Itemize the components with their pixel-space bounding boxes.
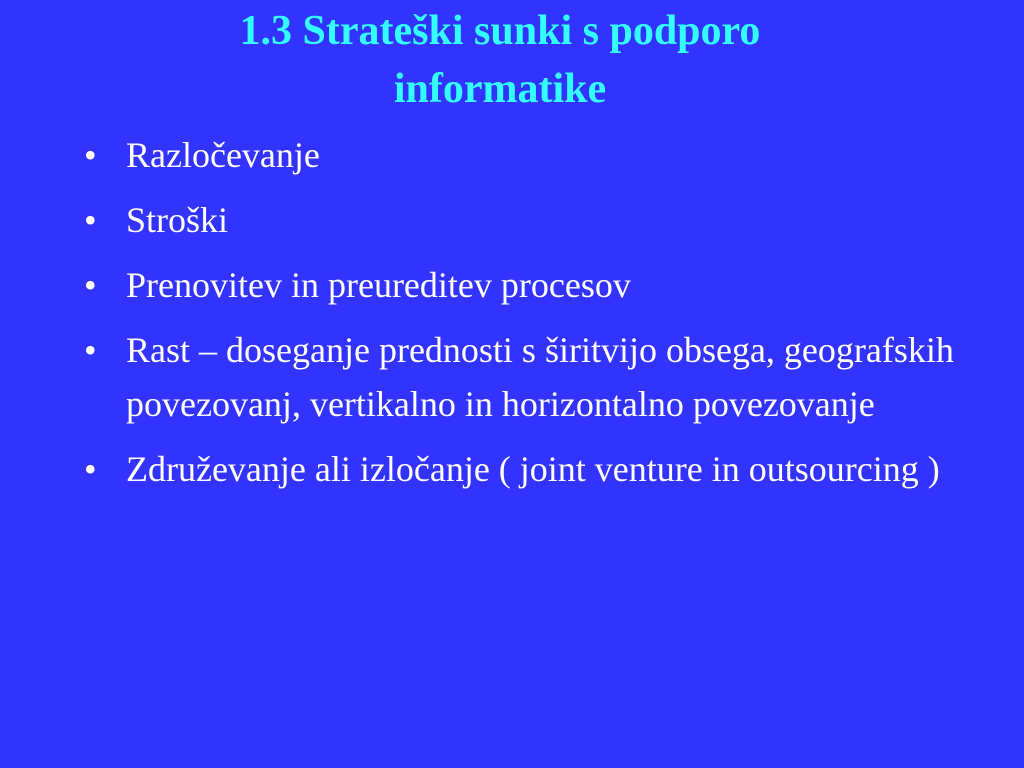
bullet-dot-icon: • xyxy=(84,135,97,175)
bullet-dot-icon: • xyxy=(84,330,97,370)
bullet-list xyxy=(84,128,984,507)
bullet-dot-icon: • xyxy=(84,265,97,305)
bullet-text: Rast – doseganje prednosti s širitvijo obsega, geografskih povezovanj, vertikalno in horizontalno povezovanje xyxy=(126,330,954,424)
bullet-item-prenovitev xyxy=(84,258,984,312)
bullet-dot-icon: • xyxy=(84,449,97,489)
bullet-text: Stroški xyxy=(126,200,229,240)
bullet-item-stroski xyxy=(84,193,984,247)
bullet-item-rast xyxy=(84,323,984,431)
slide-title xyxy=(110,2,890,118)
slide-title-line-1: 1.3 Strateški sunki s podporo xyxy=(239,8,761,54)
bullet-dot-icon: • xyxy=(84,200,97,240)
bullet-item-zdruzevanje xyxy=(84,442,984,496)
bullet-text: Združevanje ali izločanje ( joint venture in outsourcing ) xyxy=(126,449,940,489)
slide-title-line-2: informatike xyxy=(393,66,607,112)
bullet-text: Razločevanje xyxy=(126,135,320,175)
bullet-item-razlocevanje xyxy=(84,128,984,182)
bullet-text: Prenovitev in preureditev procesov xyxy=(126,265,631,305)
